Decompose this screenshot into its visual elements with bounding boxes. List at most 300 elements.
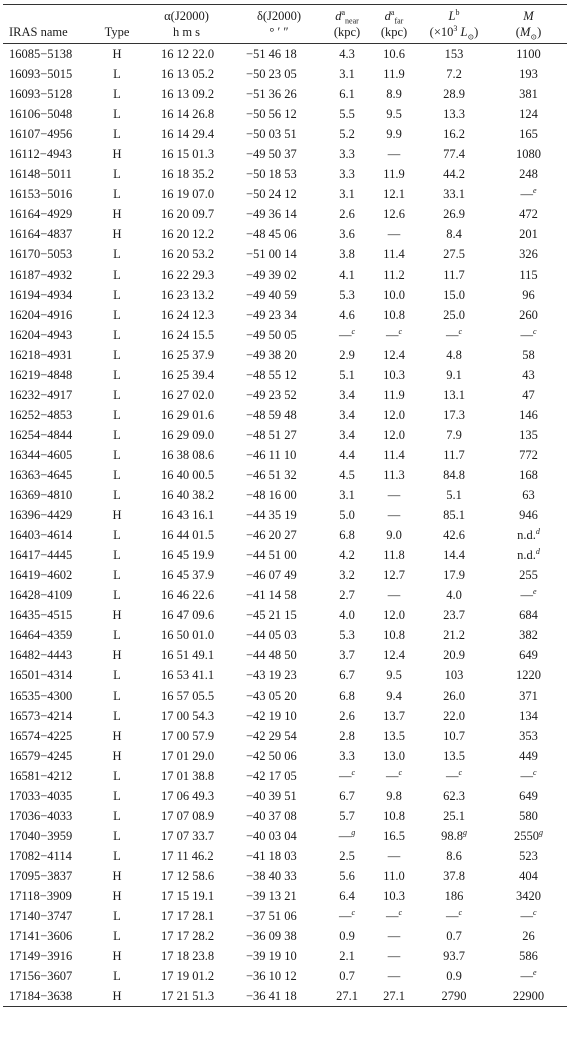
cell-iras-name: 16085−5138 (9, 47, 73, 62)
cell-dfar: 10.0 (383, 287, 405, 302)
cell-type: L (113, 127, 121, 142)
cell-mass: 168 (519, 468, 538, 482)
cell-mass: 649 (519, 788, 538, 803)
table-row (3, 946, 567, 966)
table-row (3, 84, 567, 104)
cell-luminosity: 62.3 (443, 788, 465, 803)
cell-ra: 16 15 01.3 (161, 147, 215, 162)
cell-dnear: 4.5 (339, 468, 355, 482)
cell-ra: 17 11 46.2 (161, 848, 214, 863)
table-row (3, 365, 567, 385)
footnote-mark: e (532, 186, 537, 196)
cell-ra: 17 06 49.3 (161, 788, 215, 803)
footnote-mark: e (532, 587, 537, 597)
table-row (3, 345, 567, 365)
cell-mass: 684 (519, 608, 538, 623)
cell-type: L (113, 247, 121, 262)
cell-dfar: — (387, 969, 401, 984)
cell-luminosity: —$^c$ (445, 326, 463, 342)
cell-dec: −48 51 27 (246, 427, 297, 442)
table-row (3, 906, 567, 926)
cell-dec: −49 23 52 (246, 387, 297, 402)
cell-mass: 165 (519, 127, 538, 142)
table-row (3, 445, 567, 465)
cell-dfar: 11.0 (383, 868, 405, 883)
cell-dfar: —$^c$ (385, 907, 403, 924)
cell-ra: 16 24 15.5 (161, 327, 215, 342)
cell-luminosity: 2790 (418, 986, 490, 1007)
cell-dfar: 9.4 (386, 688, 402, 703)
cell-type: L (113, 287, 121, 302)
cell-dec: −48 45 06 (246, 227, 297, 242)
cell-iras-name: 16112−4943 (9, 147, 72, 162)
cell-mass: 772 (519, 447, 538, 462)
cell-mass: 43 (522, 367, 535, 382)
cell-luminosity: —$^c$ (445, 907, 463, 924)
cell-mass: 134 (519, 708, 538, 723)
cell-luminosity: 23.7 (443, 608, 465, 623)
footnote-mark: c (532, 326, 537, 336)
cell-iras-name: 16204−4916 (9, 307, 73, 322)
cell-type: H (112, 47, 122, 62)
footnote-mark: c (458, 767, 463, 777)
cell-type: L (113, 668, 121, 683)
table-row (3, 605, 567, 625)
cell-iras-name: 16396−4429 (9, 508, 73, 523)
cell-mass: 63 (522, 488, 535, 503)
cell-iras-name: 16435−4515 (9, 608, 73, 623)
cell-luminosity: 186 (444, 888, 464, 903)
footnote-mark: c (351, 767, 356, 777)
cell-dfar: 13.7 (383, 708, 405, 723)
table-row (3, 525, 567, 545)
cell-dec: −50 18 53 (246, 167, 297, 182)
cell-luminosity: 26.0 (443, 688, 465, 703)
cell-dec: −43 19 23 (246, 668, 297, 683)
cell-dnear: 3.4 (339, 387, 355, 402)
cell-dec: −40 39 51 (246, 788, 297, 803)
cell-luminosity: 0.7 (446, 929, 462, 944)
cell-iras-name: 16232−4917 (9, 387, 73, 402)
cell-dfar: 16.5 (383, 828, 405, 843)
table-row (3, 144, 567, 164)
table-row (3, 545, 567, 565)
footnote-mark: c (351, 907, 356, 917)
cell-mass: 382 (519, 628, 538, 643)
header-luminosity: $L^b$ (418, 5, 490, 25)
cell-dnear: 4.3 (339, 47, 355, 62)
cell-iras-name: 16417−4445 (9, 548, 73, 563)
table-row (3, 244, 567, 264)
cell-iras-name: 16581−4212 (9, 768, 73, 783)
table-row (3, 585, 567, 605)
table-body (3, 44, 567, 1007)
footnote-mark: c (532, 907, 537, 917)
cell-dfar: — (387, 488, 401, 503)
cell-dfar: 12.4 (383, 347, 405, 362)
cell-luminosity: 9.1 (446, 367, 462, 382)
cell-luminosity: 77.4 (443, 147, 465, 162)
cell-mass: —$^e$ (520, 968, 537, 984)
cell-mass: 255 (519, 568, 538, 583)
cell-iras-name: 16106−5048 (9, 107, 73, 122)
cell-dec: −41 14 58 (246, 588, 297, 603)
cell-dfar: 8.9 (386, 87, 402, 102)
cell-iras-name: 16254−4844 (9, 427, 73, 442)
cell-dnear: 3.4 (339, 407, 355, 422)
table-row (3, 305, 567, 325)
cell-iras-name: 17140−3747 (9, 909, 73, 924)
cell-type: L (113, 848, 121, 863)
cell-type: L (113, 367, 121, 382)
cell-dnear: 4.4 (339, 447, 355, 462)
cell-mass: 381 (519, 87, 538, 102)
cell-type: H (112, 147, 122, 162)
cell-luminosity: 22.0 (443, 708, 465, 723)
footnote-mark: d (535, 526, 540, 536)
cell-type: L (113, 167, 121, 182)
cell-dfar: — (387, 929, 401, 944)
cell-dfar: 10.3 (383, 367, 405, 382)
cell-type: L (113, 929, 121, 944)
cell-dec: −49 23 34 (246, 307, 297, 322)
cell-dnear: —$^g$ (338, 827, 356, 843)
cell-ra: 17 07 08.9 (161, 808, 215, 823)
cell-type: L (113, 87, 121, 102)
table-row (3, 706, 567, 726)
cell-dnear: —$^c$ (338, 907, 356, 924)
cell-luminosity: 5.1 (446, 488, 462, 503)
cell-ra: 16 50 01.0 (161, 628, 215, 643)
header-luminosity-unit: ($\times 10^3$ $L_⊙$) (418, 24, 490, 44)
cell-ra: 16 40 00.5 (161, 468, 215, 482)
table-row (3, 665, 567, 685)
cell-iras-name: 17118−3909 (9, 888, 72, 903)
header-mass: M (490, 5, 567, 25)
cell-mass: 146 (519, 407, 538, 422)
table-row (3, 986, 567, 1007)
cell-type: L (113, 628, 121, 643)
cell-dnear: 3.2 (339, 568, 355, 583)
cell-ra: 17 01 38.8 (161, 768, 215, 783)
cell-iras-name: 16107−4956 (9, 127, 73, 142)
cell-iras-name: 16579−4245 (9, 748, 73, 763)
header-type-label: Type (95, 24, 139, 44)
cell-dfar: — (387, 508, 401, 523)
cell-type: L (113, 107, 121, 122)
header-dnear-unit: (kpc) (324, 24, 370, 44)
cell-dec: −49 39 02 (246, 267, 297, 282)
cell-iras-name: 16344−4605 (9, 447, 73, 462)
cell-mass: —$^c$ (520, 907, 537, 924)
cell-dfar: 11.9 (383, 387, 405, 402)
table-row (3, 746, 567, 766)
cell-type: L (113, 67, 121, 82)
cell-dec: −49 50 37 (246, 147, 297, 162)
cell-type: L (113, 387, 121, 402)
cell-dnear: 3.4 (339, 427, 355, 442)
cell-ra: 17 01 29.0 (161, 748, 215, 763)
cell-dec: −40 03 04 (246, 828, 297, 843)
cell-dnear: 6.8 (339, 688, 355, 703)
cell-dfar: — (387, 588, 401, 603)
cell-ra: 16 43 16.1 (161, 508, 215, 523)
header-dfar: $d^a_{far}$ (370, 5, 418, 25)
cell-ra: 16 51 49.1 (161, 648, 215, 663)
cell-luminosity: 17.3 (443, 407, 465, 422)
cell-iras-name: 16252−4853 (9, 407, 73, 422)
cell-dfar: 12.7 (383, 568, 405, 583)
footnote-mark: c (458, 907, 463, 917)
cell-ra: 16 24 12.3 (161, 307, 215, 322)
table-row (3, 124, 567, 144)
cell-dnear: 3.1 (339, 488, 355, 503)
cell-iras-name: 16153−5016 (9, 187, 73, 202)
cell-dnear: 3.3 (339, 167, 355, 182)
cell-type: H (112, 728, 122, 743)
cell-dnear: 5.3 (339, 287, 355, 302)
cell-dfar: 9.0 (386, 528, 402, 543)
cell-luminosity: 153 (444, 47, 464, 62)
cell-dfar: 9.5 (386, 107, 402, 122)
cell-mass: 124 (519, 107, 538, 122)
cell-type: L (113, 768, 121, 783)
cell-ra: 16 53 41.1 (161, 668, 215, 683)
header-name-label: IRAS name (3, 24, 95, 44)
cell-mass: 58 (522, 347, 535, 362)
cell-dfar: 11.4 (383, 247, 405, 262)
cell-mass: 22900 (490, 986, 567, 1007)
cell-dfar: 10.8 (383, 628, 405, 643)
cell-dec: −50 03 51 (246, 127, 297, 142)
cell-dec: −50 24 12 (246, 187, 297, 202)
cell-mass: n.d.$^d$ (517, 547, 540, 563)
cell-dnear: 2.1 (339, 949, 355, 964)
table-row (3, 104, 567, 124)
cell-luminosity: 84.8 (443, 468, 465, 482)
header-dfar-unit: (kpc) (370, 24, 418, 44)
cell-mass: 472 (519, 207, 538, 222)
cell-dnear: 4.6 (339, 307, 355, 322)
cell-dfar: 13.5 (383, 728, 405, 743)
header-dnear: $d^a_{near}$ (324, 5, 370, 25)
cell-ra: 16 40 38.2 (161, 488, 215, 503)
cell-dnear: 3.3 (339, 748, 355, 763)
cell-type: L (113, 548, 121, 563)
cell-dec: −42 50 06 (246, 748, 297, 763)
cell-ra: 16 23 13.2 (161, 287, 215, 302)
cell-ra: 16 22 29.3 (161, 267, 215, 282)
table-row (3, 505, 567, 525)
cell-iras-name: 16464−4359 (9, 628, 73, 643)
cell-luminosity: 7.2 (446, 67, 462, 82)
table-row (3, 44, 567, 65)
cell-ra: 17 00 54.3 (161, 708, 215, 723)
cell-type: H (112, 608, 122, 623)
table-row (3, 846, 567, 866)
cell-mass: 260 (519, 307, 538, 322)
cell-ra: 16 20 09.7 (161, 207, 215, 222)
table-row (3, 425, 567, 445)
cell-dnear: —$^c$ (338, 326, 356, 342)
cell-ra: 16 14 29.4 (161, 127, 215, 142)
cell-type: L (113, 568, 121, 583)
cell-dfar: 13.0 (383, 748, 405, 763)
cell-ra: 16 38 08.6 (161, 447, 215, 462)
cell-dec: −45 21 15 (246, 608, 297, 623)
cell-luminosity: —$^c$ (445, 767, 463, 783)
footnote-mark: g (539, 827, 543, 837)
table-row (3, 786, 567, 806)
cell-dfar: 11.3 (383, 468, 405, 482)
cell-dec: −42 29 54 (246, 728, 297, 743)
cell-dfar: 27.1 (370, 986, 418, 1007)
cell-type: H (112, 949, 122, 964)
cell-dnear: 6.4 (339, 888, 355, 903)
cell-iras-name: 16573−4214 (9, 708, 73, 723)
header-mass-unit: $(M_⊙)$ (490, 24, 567, 44)
table-row (3, 64, 567, 84)
cell-luminosity: 11.7 (443, 267, 465, 282)
cell-luminosity: 103 (444, 668, 464, 683)
cell-iras-name: 17184−3638 (3, 986, 95, 1007)
cell-luminosity: 0.9 (446, 969, 462, 984)
table-row (3, 204, 567, 224)
cell-ra: 16 13 05.2 (161, 67, 215, 82)
cell-mass: —$^c$ (520, 326, 537, 342)
cell-luminosity: 21.2 (443, 628, 465, 643)
cell-iras-name: 16403−4614 (9, 528, 73, 543)
cell-type: L (113, 528, 121, 543)
table-row (3, 926, 567, 946)
cell-dnear: 3.6 (339, 227, 355, 242)
cell-dnear: 3.1 (339, 67, 355, 82)
cell-iras-name: 16093−5128 (9, 87, 73, 102)
footnote-mark: c (458, 326, 463, 336)
cell-luminosity: 4.0 (446, 588, 462, 603)
cell-ra: 16 19 07.0 (161, 187, 215, 202)
cell-dnear: 5.7 (339, 808, 355, 823)
cell-mass: 47 (522, 387, 535, 402)
table-row (3, 806, 567, 826)
table-row (3, 625, 567, 645)
cell-mass: —$^c$ (520, 767, 537, 783)
cell-dec: −46 11 10 (246, 447, 297, 462)
table-row (3, 164, 567, 184)
cell-type: L (113, 307, 121, 322)
cell-dnear: 5.6 (339, 868, 355, 883)
cell-iras-name: 16093−5015 (9, 67, 73, 82)
cell-type: H (112, 648, 122, 663)
header-dec-unit: ° ′ ″ (234, 24, 324, 44)
cell-dnear: 2.5 (339, 848, 355, 863)
cell-type: L (113, 407, 121, 422)
cell-luminosity: 8.6 (446, 848, 462, 863)
cell-dfar: 12.0 (383, 427, 405, 442)
cell-ra: 16 20 53.2 (161, 247, 215, 262)
cell-dec: −44 35 19 (246, 508, 297, 523)
table-header (3, 5, 567, 44)
cell-dfar: 12.0 (383, 608, 405, 623)
cell-dec: −36 41 18 (234, 986, 324, 1007)
cell-ra: 17 18 23.8 (161, 949, 215, 964)
cell-dfar: 9.5 (386, 668, 402, 683)
cell-dnear: 0.7 (339, 969, 355, 984)
cell-dfar: 11.9 (383, 67, 405, 82)
cell-mass: —$^e$ (520, 587, 537, 603)
cell-ra: 16 44 01.5 (161, 528, 215, 543)
cell-ra: 16 46 22.6 (161, 588, 215, 603)
cell-ra: 16 27 02.0 (161, 387, 215, 402)
cell-type: L (113, 788, 121, 803)
cell-type: L (113, 808, 121, 823)
cell-dec: −36 10 12 (246, 969, 297, 984)
header-dec: δ(J2000) (234, 5, 324, 25)
cell-dfar: 9.8 (386, 788, 402, 803)
cell-iras-name: 17156−3607 (9, 969, 73, 984)
cell-dec: −51 46 18 (246, 47, 297, 62)
cell-luminosity: 10.7 (443, 728, 465, 743)
cell-type: H (112, 748, 122, 763)
cell-dnear: 2.7 (339, 588, 355, 603)
cell-dnear: 5.1 (339, 367, 355, 382)
cell-ra: 16 57 05.5 (161, 688, 215, 703)
cell-mass: 115 (519, 267, 538, 282)
cell-mass: 586 (519, 949, 538, 964)
table-row (3, 565, 567, 585)
cell-dnear: 6.7 (339, 668, 355, 683)
cell-iras-name: 16194−4934 (9, 287, 73, 302)
cell-luminosity: 8.4 (446, 227, 462, 242)
cell-iras-name: 16204−4943 (9, 327, 73, 342)
cell-iras-name: 16369−4810 (9, 488, 73, 503)
cell-luminosity: 37.8 (443, 868, 465, 883)
cell-type: H (112, 508, 122, 523)
cell-iras-name: 16363−4645 (9, 468, 73, 482)
cell-type: L (113, 828, 121, 843)
cell-mass: 201 (519, 227, 538, 242)
cell-iras-name: 16164−4837 (9, 227, 73, 242)
cell-iras-name: 16187−4932 (9, 267, 73, 282)
cell-dfar: 12.1 (383, 187, 405, 202)
cell-ra: 16 45 19.9 (161, 548, 215, 563)
cell-type: H (112, 227, 122, 242)
cell-dec: −46 51 32 (246, 468, 297, 482)
cell-dnear: 4.0 (339, 608, 355, 623)
cell-ra: 16 12 22.0 (161, 47, 215, 62)
cell-dnear: 3.3 (339, 147, 355, 162)
cell-iras-name: 16170−5053 (9, 247, 73, 262)
cell-dec: −42 17 05 (246, 768, 297, 783)
table-row (3, 886, 567, 906)
cell-type: L (113, 688, 121, 703)
cell-dnear: 2.8 (339, 728, 355, 743)
table-row (3, 405, 567, 425)
cell-dnear: 5.3 (339, 628, 355, 643)
cell-iras-name: 17036−4033 (9, 808, 73, 823)
cell-dec: −49 50 05 (246, 327, 297, 342)
table-row (3, 826, 567, 846)
footnote-mark: e (532, 968, 537, 978)
table-row (3, 966, 567, 986)
cell-type: L (113, 969, 121, 984)
cell-type: L (113, 909, 121, 924)
cell-dec: −51 36 26 (246, 87, 297, 102)
header-type (95, 5, 139, 25)
cell-dfar: 9.9 (386, 127, 402, 142)
cell-dec: −46 07 49 (246, 568, 297, 583)
cell-luminosity: 98.8$^g$ (441, 827, 467, 843)
